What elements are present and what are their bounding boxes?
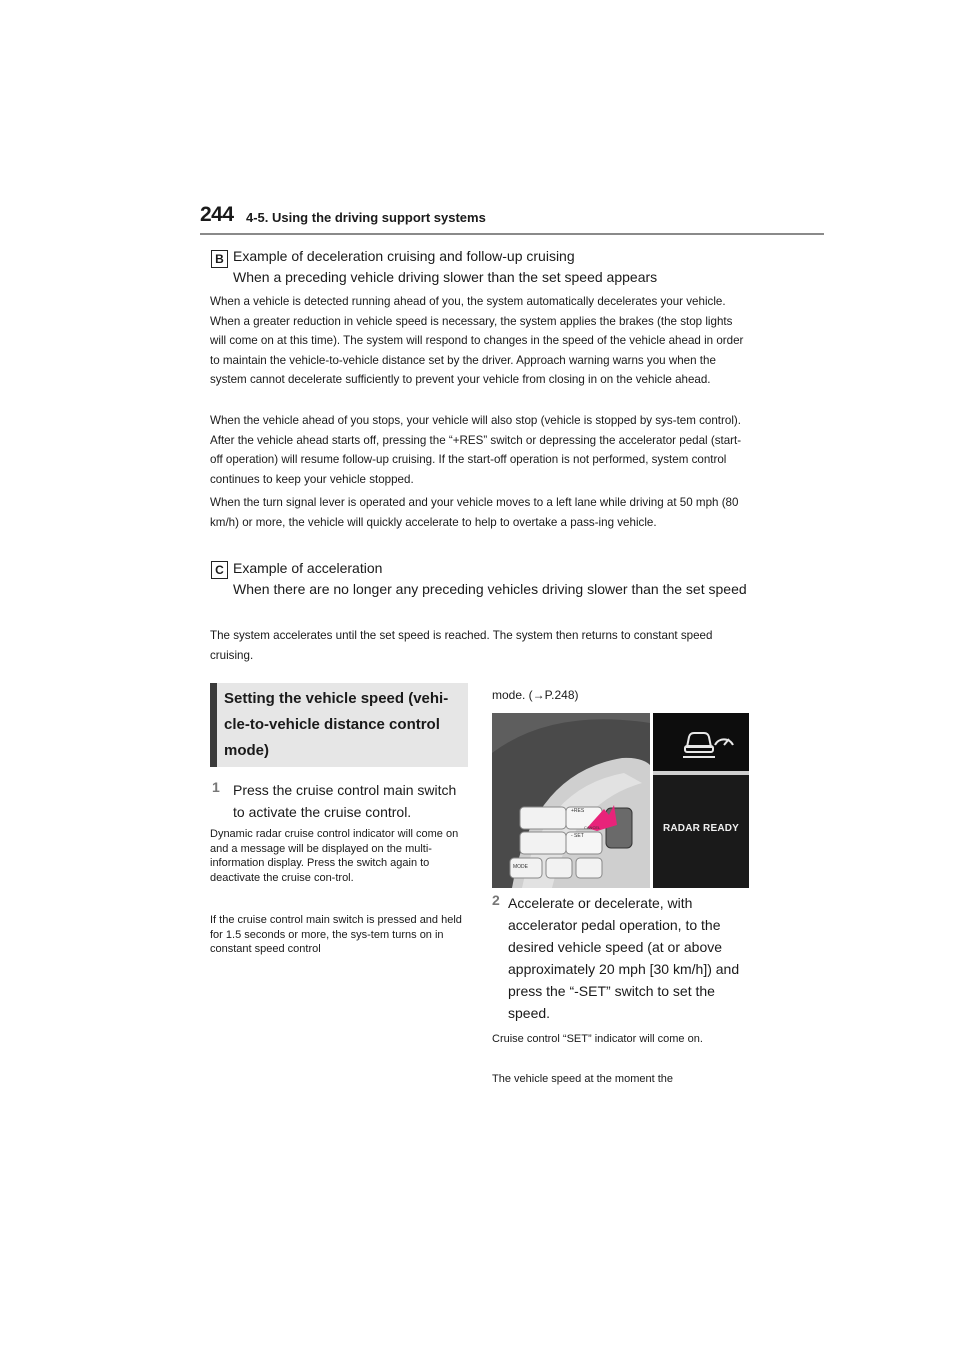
step-2: [492, 892, 752, 1024]
mode-button-label: MODE: [513, 864, 528, 870]
steering-wheel-illustration: [492, 713, 650, 888]
section-c-title-line1: Example of acceleration: [233, 560, 383, 576]
set-button-label: - SET: [571, 833, 584, 839]
section-c-title: [233, 558, 753, 600]
cancel-button-label: CANCEL: [584, 825, 601, 830]
setting-heading-bar: [210, 683, 217, 767]
display-top-panel: [653, 713, 749, 771]
step-2-note-1: Cruise control “SET” indicator will come on.: [492, 1033, 703, 1045]
step-1-note-2: If the cruise control main switch is pressed and held for 1.5 seconds or more, the sys-tem turns on in constant speed control: [210, 914, 462, 955]
header-rule: [200, 233, 824, 235]
step-1: [212, 779, 466, 823]
setting-heading: Setting the vehicle speed (vehi-cle-to-vehicle distance control mode): [224, 690, 449, 759]
section-b-para1: When a vehicle is detected running ahead of you, the system automatically decelerates your vehicle. When a greater reduction in vehicle speed is necessary, the system applies the brakes (the stop lights will come on at this time). The system will respond to changes in the speed of the vehicle ahead in order to maintain the vehicle-to-vehicle distance set by the driver. Approach warning warns you when the system cannot decelerate sufficiently to prevent your vehicle from closing in on the vehicle ahead.: [210, 295, 744, 387]
step-2-number: 2: [492, 892, 500, 908]
step-1-text: Press the cruise control main switch to activate the cruise control.: [233, 782, 457, 820]
multi-information-display: [653, 713, 749, 888]
page-number: 244: [200, 203, 234, 226]
section-c-para1: The system accelerates until the set speed is reached. The system then returns to constant speed cruising.: [210, 629, 713, 662]
res-button-label: +RES: [571, 808, 585, 814]
step-2-text: Accelerate or decelerate, with accelerator pedal operation, to the desired vehicle speed (at or above approximately 20 mph [30 km/h]) and press the “-SET” switch to set the speed.: [508, 895, 740, 1021]
section-b-badge: B: [211, 250, 228, 268]
radar-ready-text: RADAR READY: [662, 823, 740, 834]
radar-cruise-icon: [653, 713, 749, 771]
section-c-title-line2: When there are no longer any preceding vehicles driving slower than the set speed: [233, 581, 747, 597]
section-b-title-line1: Example of deceleration cruising and follow-up cruising: [233, 248, 575, 264]
chapter-title: 4-5. Using the driving support systems: [246, 210, 486, 225]
steering-wheel-svg: [492, 713, 650, 888]
step-1-note-1: Dynamic radar cruise control indicator will come on and a message will be displayed on the multi-information display. Press the switch again to deactivate the cruise con-trol.: [210, 828, 459, 884]
section-b-para3: When the turn signal lever is operated and your vehicle moves to a left lane while driving at 50 mph (80 km/h) or more, the vehicle will quickly accelerate to help to overtake a pass-ing vehicle.: [210, 496, 739, 529]
mode-reference: mode. (→P.248): [492, 688, 579, 702]
step-1-number: 1: [212, 779, 220, 795]
section-b-title-line2: When a preceding vehicle driving slower than the set speed appears: [233, 269, 658, 285]
steering-switch-figure: [492, 713, 749, 888]
section-b-title: [233, 246, 753, 288]
display-bottom-panel: [653, 775, 749, 888]
section-b-para2: When the vehicle ahead of you stops, your vehicle will also stop (vehicle is stopped by sys-tem control). After the vehicle ahead starts off, pressing the “+RES” switch or depressing the accelerator pedal (start-off operation) will resume follow-up cruising. If the start-off operation is not performed, system control continues to keep your vehicle stopped.: [210, 414, 742, 486]
section-c-badge: C: [211, 561, 228, 579]
step-2-note-2: The vehicle speed at the moment the: [492, 1073, 673, 1085]
